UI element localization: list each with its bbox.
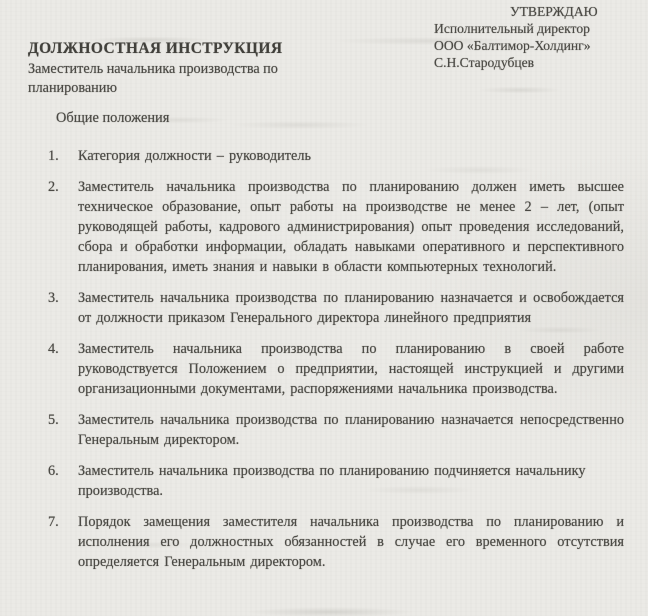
approval-signer-name: С.Н.Стародубцев bbox=[434, 55, 535, 70]
list-item bbox=[48, 410, 624, 450]
item-number: 6. bbox=[48, 463, 59, 479]
list-item bbox=[48, 177, 624, 277]
list-item bbox=[48, 146, 624, 166]
approval-company: ООО «Балтимор-Холдинг» bbox=[434, 38, 591, 53]
general-provisions-list bbox=[48, 146, 624, 583]
item-number: 3. bbox=[48, 290, 59, 306]
item-text: Заместитель начальника производства по планированию назначается и освобождается от должности приказом Генерального директора линейного предприятия bbox=[78, 290, 624, 326]
document-subtitle: Заместитель начальника производства по планированию bbox=[28, 61, 278, 96]
list-item bbox=[48, 339, 624, 399]
item-number: 1. bbox=[48, 148, 59, 164]
item-text: Заместитель начальника производства по планированию подчиняется начальнику производства. bbox=[78, 463, 586, 499]
section-title: Общие положения bbox=[56, 110, 170, 126]
approval-position: Исполнительный директор bbox=[434, 21, 590, 36]
document-header bbox=[28, 40, 340, 98]
item-number: 2. bbox=[48, 179, 59, 195]
item-number: 5. bbox=[48, 412, 59, 428]
list-item bbox=[48, 512, 624, 572]
item-number: 7. bbox=[48, 514, 59, 530]
list-item bbox=[48, 288, 624, 328]
document-title: ДОЛЖНОСТНАЯ ИНСТРУКЦИЯ bbox=[28, 40, 283, 57]
item-text: Заместитель начальника производства по планированию в своей работе руководствуется Положением о предприятии, настоящей инструкцией и другими организационными документами, распоряжениями начальника производства. bbox=[78, 341, 624, 397]
item-text: Заместитель начальника производства по планированию назначается непосредственно Генеральным директором. bbox=[78, 412, 624, 448]
item-text: Заместитель начальника производства по планированию должен иметь высшее техническое образование, опыт работы на производстве не менее 2 – лет, (опыт руководящей работы, кадрового администрирования) опыт проведения исследований, сбора и обработки информации, обладать навыками оперативного и перспективного планирования, иметь знания и навыки в области компьютерных технологий. bbox=[78, 179, 624, 275]
approval-word: УТВЕРЖДАЮ bbox=[510, 4, 598, 19]
item-number: 4. bbox=[48, 341, 59, 357]
item-text: Категория должности – руководитель bbox=[78, 148, 312, 164]
approval-block bbox=[434, 3, 598, 71]
list-item bbox=[48, 461, 624, 501]
item-text: Порядок замещения заместителя начальника производства по планированию и исполнения его должностных обязанностей в случае его временного отсутствия определяется Генеральным директором. bbox=[78, 514, 624, 570]
